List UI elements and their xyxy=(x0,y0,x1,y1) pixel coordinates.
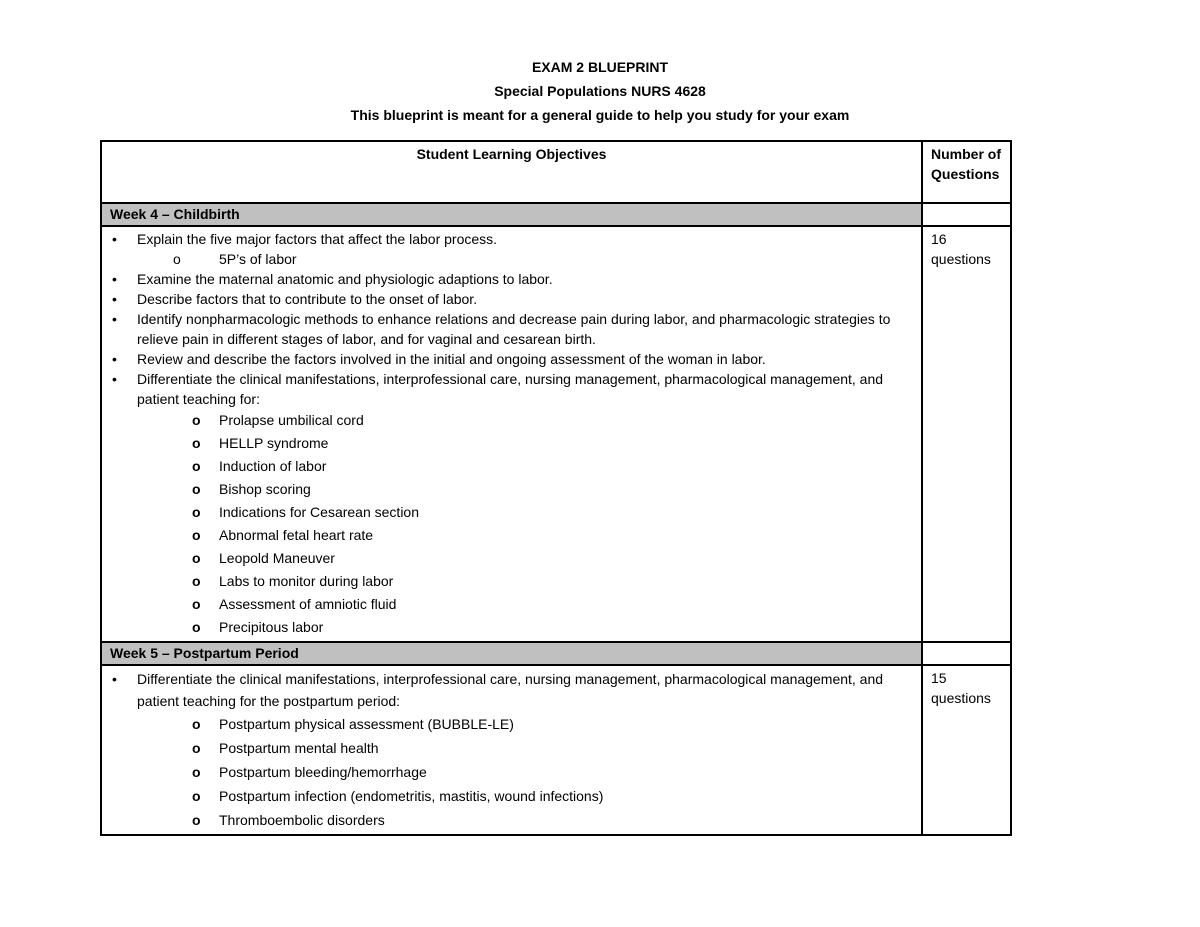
question-count-cell xyxy=(922,665,1011,835)
number-column-header xyxy=(922,141,1011,203)
objective-item: • Identify nonpharmacologic methods to enhance relations and decrease pain during labor, and pharmacologic strategies to relieve pain in different stages of labor, and for vaginal and cesarean birth. xyxy=(110,309,913,349)
question-count-cell xyxy=(922,226,1011,642)
topic-item: o Labs to monitor during labor xyxy=(110,570,913,593)
table-header-row xyxy=(101,141,1011,203)
week-row xyxy=(101,203,1011,226)
objective-list xyxy=(110,668,913,712)
week-content-row xyxy=(101,226,1011,642)
course-name: Special Populations NURS 4628 xyxy=(494,83,706,99)
topic-item: o Assessment of amniotic fluid xyxy=(110,593,913,616)
blueprint-table xyxy=(100,140,1012,836)
topic-item: o Postpartum physical assessment (BUBBLE-LE) xyxy=(110,712,913,736)
week-label: Week 5 – Postpartum Period xyxy=(101,642,922,665)
objective-item: • Describe factors that to contribute to the onset of labor. xyxy=(110,289,913,309)
objective-list xyxy=(110,229,913,409)
objective-item xyxy=(110,668,913,712)
week-label: Week 4 – Childbirth xyxy=(101,203,922,226)
topic-item: o Induction of labor xyxy=(110,455,913,478)
document-title: EXAM 2 BLUEPRINT xyxy=(531,59,669,75)
topic-list xyxy=(110,409,913,639)
number-column-label: Number of Questions xyxy=(931,146,1001,182)
topic-item: o Postpartum mental health xyxy=(110,736,913,760)
topic-item: o Prolapse umbilical cord xyxy=(110,409,913,432)
question-count-number: 16 xyxy=(931,231,947,247)
objectives-cell xyxy=(101,665,922,835)
week-count-blank xyxy=(922,642,1011,665)
objective-text: Differentiate the clinical manifestations, interprofessional care, nursing management, pharmacological management, and patient teaching for the postpartum period: xyxy=(137,671,884,709)
document-header xyxy=(0,55,1200,127)
topic-item: o Postpartum bleeding/hemorrhage xyxy=(110,760,913,784)
topic-item: o Abnormal fetal heart rate xyxy=(110,524,913,547)
topic-item: o HELLP syndrome xyxy=(110,432,913,455)
objectives-column-header: Student Learning Objectives xyxy=(101,141,922,203)
topic-item: o Indications for Cesarean section xyxy=(110,501,913,524)
topic-list xyxy=(110,712,913,832)
topic-item: o Leopold Maneuver xyxy=(110,547,913,570)
objective-item xyxy=(110,229,913,269)
week-count-blank xyxy=(922,203,1011,226)
topic-item: o Precipitous labor xyxy=(110,616,913,639)
topic-item: o Thromboembolic disorders xyxy=(110,808,913,832)
topic-item: o Bishop scoring xyxy=(110,478,913,501)
objective-item: • Review and describe the factors involved in the initial and ongoing assessment of the woman in labor. xyxy=(110,349,913,369)
topic-item: o Postpartum infection (endometritis, mastitis, wound infections) xyxy=(110,784,913,808)
week-content-row xyxy=(101,665,1011,835)
objective-text: Differentiate the clinical manifestations, interprofessional care, nursing management, pharmacological management, and patient teaching for: xyxy=(137,371,884,407)
objective-item: • Examine the maternal anatomic and physiologic adaptions to labor. xyxy=(110,269,913,289)
question-count-unit: questions xyxy=(931,251,991,267)
sub-item: o 5P’s of labor xyxy=(137,249,913,269)
objectives-cell xyxy=(101,226,922,642)
question-count-unit: questions xyxy=(931,690,991,706)
question-count-number: 15 xyxy=(931,670,947,686)
objective-text: Explain the five major factors that affect the labor process. xyxy=(137,231,498,247)
objective-item xyxy=(110,369,913,409)
week-row xyxy=(101,642,1011,665)
sub-list xyxy=(137,249,913,269)
blueprint-note: This blueprint is meant for a general guide to help you study for your exam xyxy=(350,107,850,123)
